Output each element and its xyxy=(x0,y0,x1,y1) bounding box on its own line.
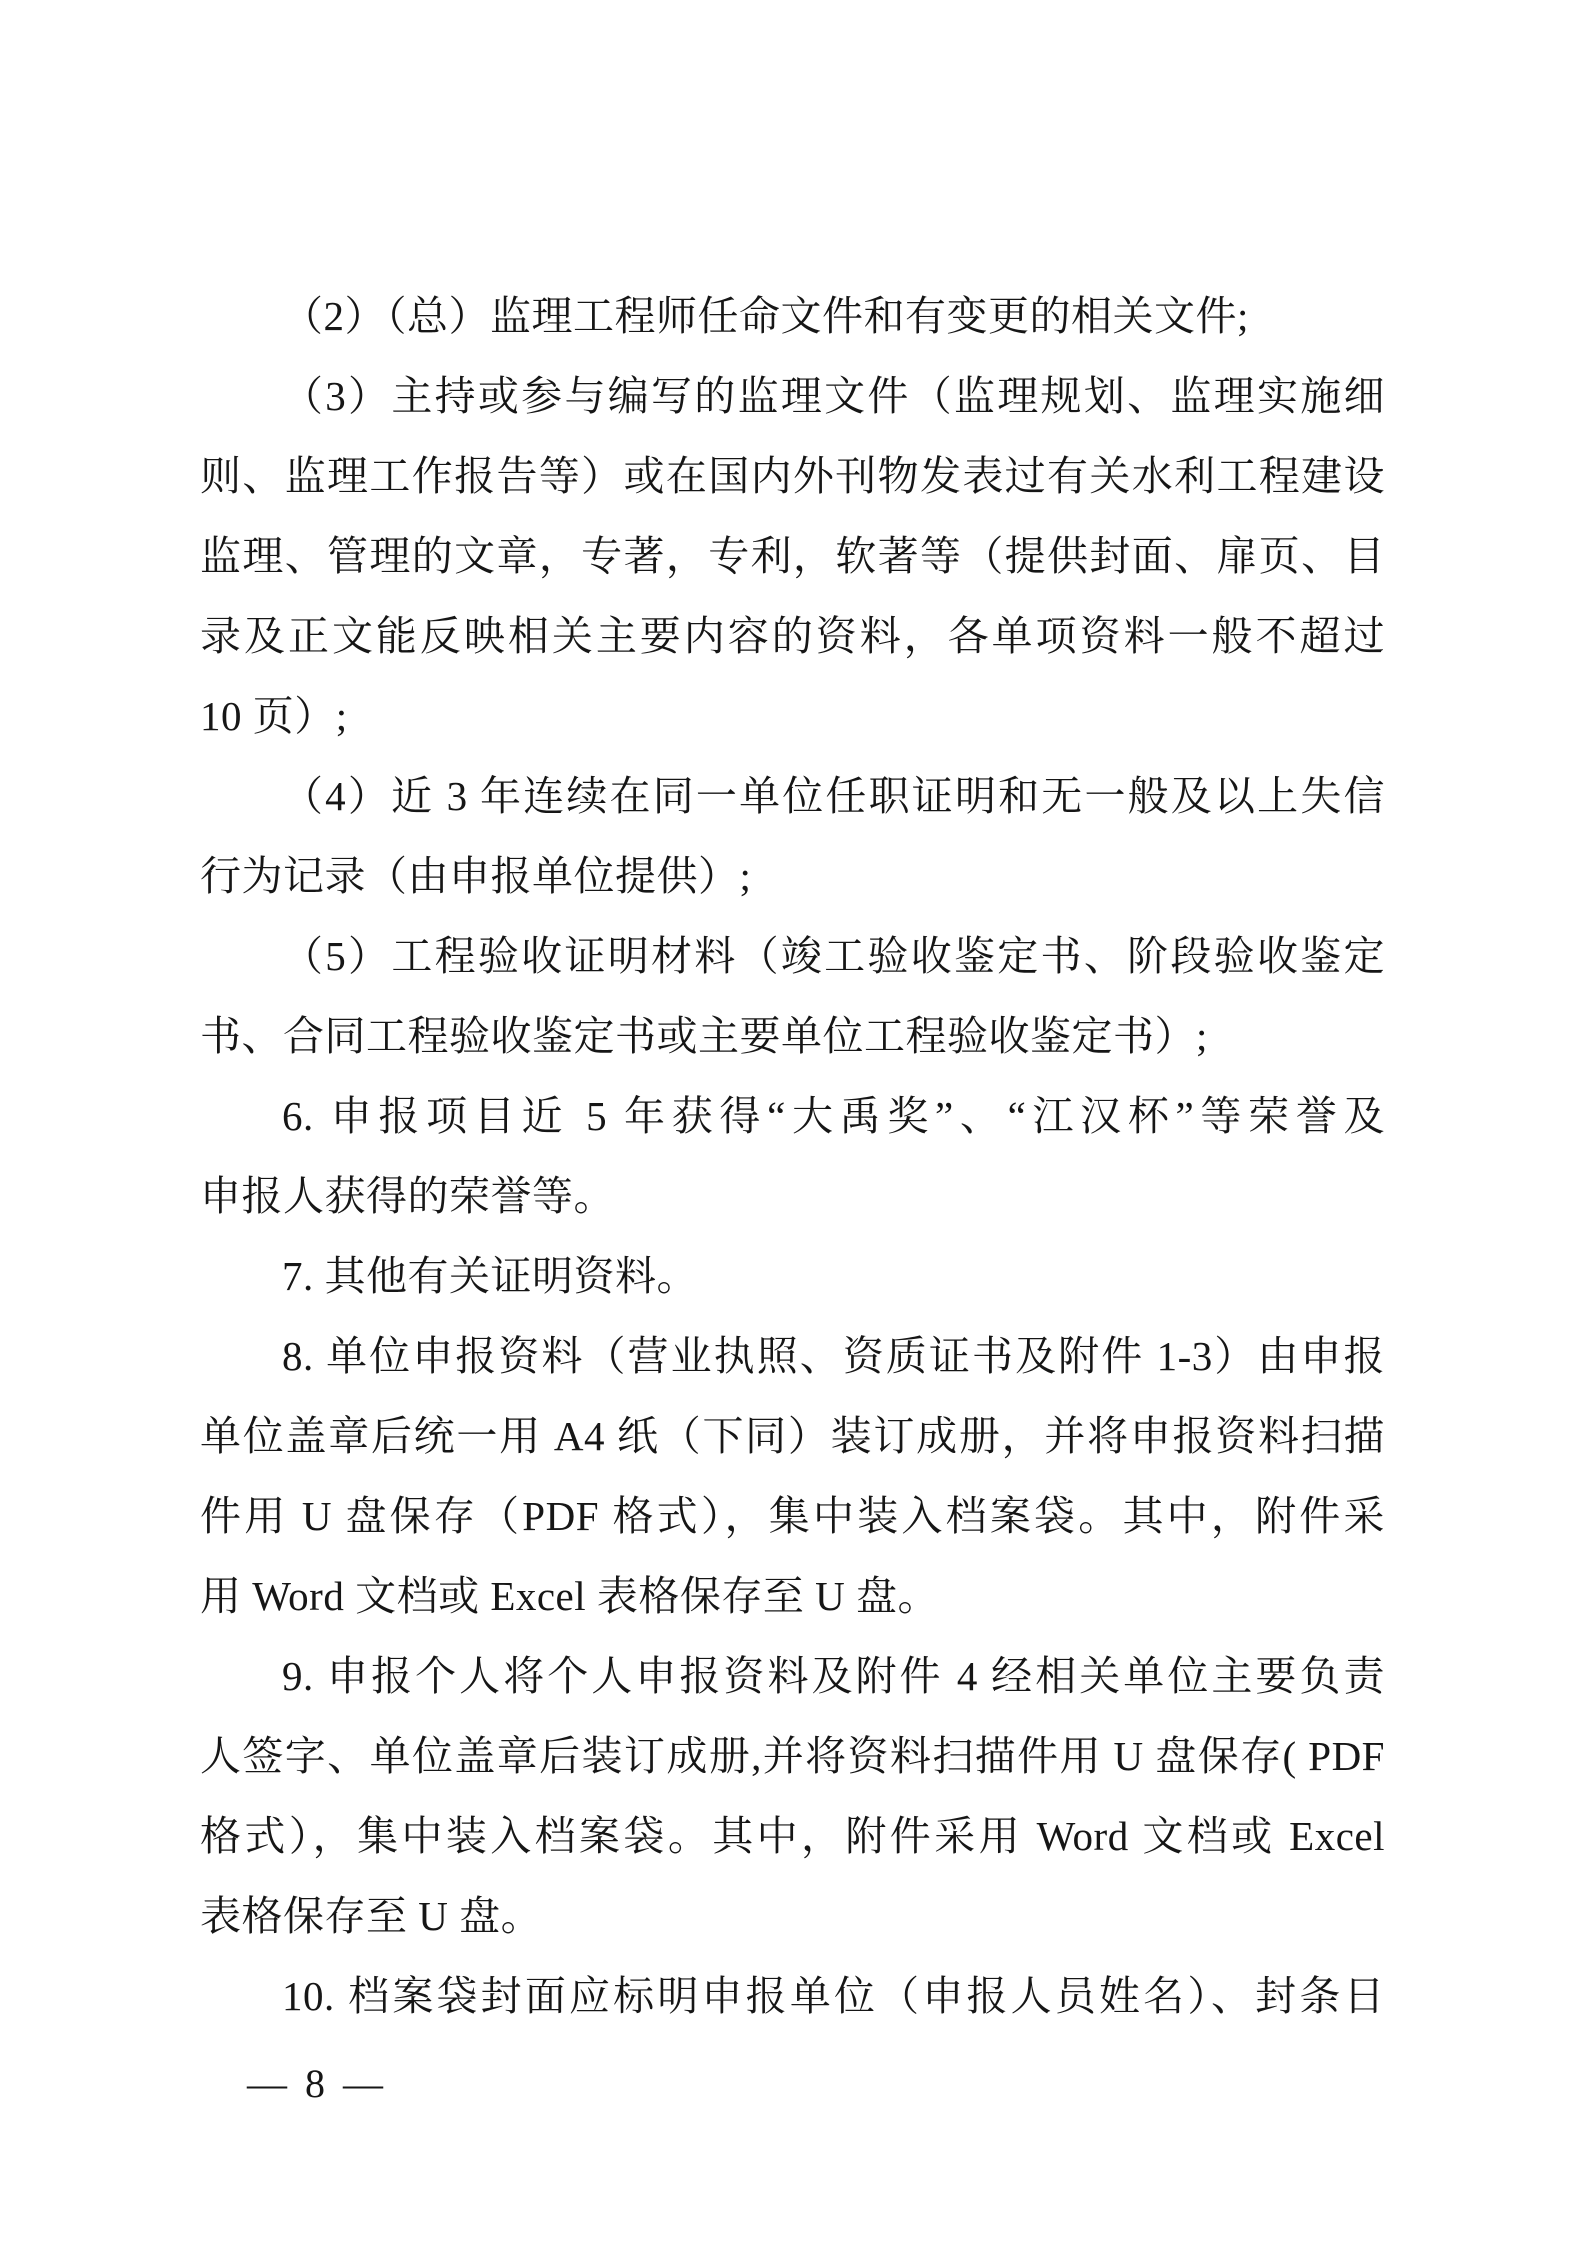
text-line: （5）工程验收证明材料（竣工验收鉴定书、阶段验收鉴定 xyxy=(282,933,1385,979)
text-line: 8. 单位申报资料（营业执照、资质证书及附件 1-3）由申报 xyxy=(282,1333,1385,1379)
text-line: 行为记录（由申报单位提供）; xyxy=(200,853,752,899)
text-line: 9. 申报个人将个人申报资料及附件 4 经相关单位主要负责 xyxy=(282,1653,1385,1699)
text-line: 书、合同工程验收鉴定书或主要单位工程验收鉴定书）; xyxy=(200,1013,1208,1059)
text-line: 格式），集中装入档案袋。其中，附件采用 Word 文档或 Excel xyxy=(200,1813,1385,1859)
text-line: （3）主持或参与编写的监理文件（监理规划、监理实施细 xyxy=(282,373,1385,419)
text-line: 用 Word 文档或 Excel 表格保存至 U 盘。 xyxy=(200,1573,940,1619)
text-line: （4）近 3 年连续在同一单位任职证明和无一般及以上失信 xyxy=(282,773,1385,819)
page-number: — 8 — xyxy=(247,2061,383,2106)
text-line: 申报人获得的荣誉等。 xyxy=(200,1173,615,1219)
text-line: 件用 U 盘保存（PDF 格式），集中装入档案袋。其中，附件采 xyxy=(200,1493,1385,1539)
text-line: 6. 申报项目近 5 年获得“大禹奖”、“江汉杯”等荣誉及 xyxy=(282,1093,1385,1139)
text-line: （2）（总）监理工程师任命文件和有变更的相关文件; xyxy=(282,293,1249,339)
text-line: 单位盖章后统一用 A4 纸（下同）装订成册，并将申报资料扫描 xyxy=(200,1413,1385,1459)
document-body xyxy=(200,276,1385,2036)
text-line: 监理、管理的文章，专著，专利，软著等（提供封面、扉页、目 xyxy=(200,533,1385,579)
text-line: 录及正文能反映相关主要内容的资料，各单项资料一般不超过 xyxy=(200,613,1385,659)
text-line: 7. 其他有关证明资料。 xyxy=(282,1253,698,1299)
text-line: 10. 档案袋封面应标明申报单位（申报人员姓名）、封条日 xyxy=(282,1973,1385,2019)
text-line: 表格保存至 U 盘。 xyxy=(200,1893,543,1939)
text-line: 10 页）; xyxy=(200,693,348,739)
text-line: 人签字、单位盖章后装订成册,并将资料扫描件用 U 盘保存( PDF xyxy=(200,1733,1385,1779)
text-line: 则、监理工作报告等）或在国内外刊物发表过有关水利工程建设 xyxy=(200,453,1385,499)
